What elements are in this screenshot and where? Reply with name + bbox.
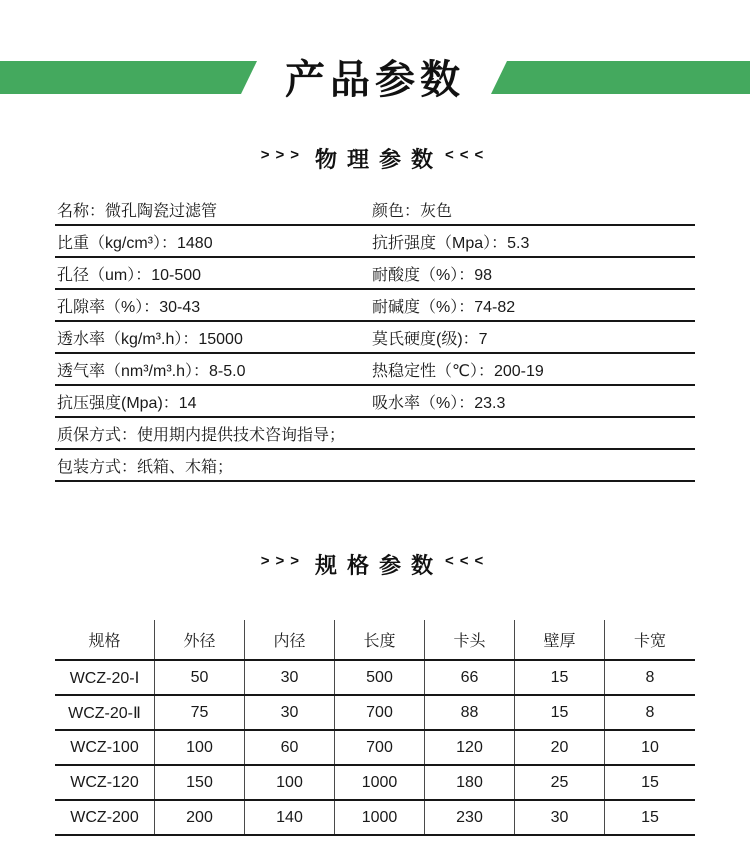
physical-cell-warranty: 质保方式：使用期内提供技术咨询指导； <box>57 426 346 444</box>
spec-cell: 8 <box>645 668 655 686</box>
spec-cell: WCZ-20-Ⅱ <box>55 696 155 729</box>
spec-cell: 30 <box>515 801 605 834</box>
physical-row <box>55 418 695 450</box>
physical-row <box>55 386 695 418</box>
physical-row <box>55 226 695 258</box>
spec-header-model: 规格 <box>55 620 155 659</box>
spec-cell: 8 <box>645 703 655 721</box>
spec-header-length: 长度 <box>335 620 425 659</box>
spec-cell: 1000 <box>335 801 425 834</box>
physical-cell-water-permeability: 透水率（kg/m³.h）：15000 <box>57 330 243 348</box>
spec-header-outer-diameter: 外径 <box>155 620 245 659</box>
spec-cell: 10 <box>641 738 659 756</box>
physical-cell-color: 颜色：灰色 <box>372 202 453 220</box>
spec-cell: 500 <box>335 661 425 694</box>
physical-cell-thermal-stability: 热稳定性（℃）：200-19 <box>372 362 544 380</box>
spec-cell: 120 <box>425 731 515 764</box>
spec-cell: 15 <box>641 773 659 791</box>
physical-cell-porosity: 孔隙率（%）：30-43 <box>57 298 201 316</box>
physical-cell-flexural-strength: 抗折强度（Mpa）：5.3 <box>372 234 530 252</box>
spec-cell: 15 <box>641 808 659 826</box>
page-header <box>0 58 750 102</box>
chevrons-left-icon: <<< <box>445 146 490 164</box>
spec-header-inner-diameter: 内径 <box>245 620 335 659</box>
spec-header-wall-thickness: 壁厚 <box>515 620 605 659</box>
spec-cell: 230 <box>425 801 515 834</box>
physical-row <box>55 322 695 354</box>
spec-row <box>55 731 695 766</box>
physical-row <box>55 450 695 482</box>
spec-cell: 700 <box>335 731 425 764</box>
spec-cell: 15 <box>515 696 605 729</box>
spec-cell: 15 <box>515 661 605 694</box>
physical-row <box>55 290 695 322</box>
spec-cell: 1000 <box>335 766 425 799</box>
spec-header-row <box>55 620 695 661</box>
spec-cell: 30 <box>245 661 335 694</box>
physical-cell-air-permeability: 透气率（nm³/m³.h）：8-5.0 <box>57 362 246 380</box>
page-title: 产品参数 <box>285 58 465 102</box>
physical-cell-packaging: 包装方式：纸箱、木箱； <box>57 458 234 476</box>
chevrons-left-icon: <<< <box>445 552 490 570</box>
spec-section-title: 规格参数 <box>314 553 443 578</box>
spec-cell: 25 <box>515 766 605 799</box>
physical-cell-mohs-hardness: 莫氏硬度(级)：7 <box>372 330 488 348</box>
physical-row <box>55 258 695 290</box>
spec-cell: 100 <box>245 766 335 799</box>
chevrons-right-icon: >>> <box>260 552 305 570</box>
physical-cell-pore-size: 孔径（um）：10-500 <box>57 266 202 284</box>
physical-cell-compressive-strength: 抗压强度(Mpa)：14 <box>57 394 197 412</box>
spec-cell: 50 <box>155 661 245 694</box>
spec-cell: WCZ-120 <box>55 766 155 799</box>
spec-header-clamp-width: 卡宽 <box>633 633 666 650</box>
physical-section-title: 物理参数 <box>314 147 443 172</box>
spec-cell: WCZ-20-Ⅰ <box>55 661 155 694</box>
spec-cell: 700 <box>335 696 425 729</box>
spec-cell: 60 <box>245 731 335 764</box>
physical-row <box>55 194 695 226</box>
spec-cell: WCZ-100 <box>55 731 155 764</box>
spec-cell: 100 <box>155 731 245 764</box>
chevrons-right-icon: >>> <box>260 146 305 164</box>
physical-cell-acid-resistance: 耐酸度（%）：98 <box>372 266 493 284</box>
spec-cell: 66 <box>425 661 515 694</box>
spec-cell: 140 <box>245 801 335 834</box>
spec-row <box>55 661 695 696</box>
spec-cell: 75 <box>155 696 245 729</box>
spec-section-heading <box>0 549 750 580</box>
physical-params-table <box>55 194 695 482</box>
spec-cell: WCZ-200 <box>55 801 155 834</box>
physical-section-heading <box>0 143 750 174</box>
spec-cell: 20 <box>515 731 605 764</box>
spec-row <box>55 801 695 836</box>
spec-cell: 88 <box>425 696 515 729</box>
spec-params-table <box>55 620 695 836</box>
physical-cell-alkali-resistance: 耐碱度（%）：74-82 <box>372 298 516 316</box>
physical-cell-name: 名称：微孔陶瓷过滤管 <box>57 202 218 220</box>
spec-cell: 150 <box>155 766 245 799</box>
spec-cell: 200 <box>155 801 245 834</box>
spec-row <box>55 696 695 731</box>
spec-cell: 30 <box>245 696 335 729</box>
spec-header-clamp-head: 卡头 <box>425 620 515 659</box>
spec-row <box>55 766 695 801</box>
physical-cell-density: 比重（kg/cm³）：1480 <box>57 234 213 252</box>
spec-cell: 180 <box>425 766 515 799</box>
physical-row <box>55 354 695 386</box>
physical-cell-water-absorption: 吸水率（%）：23.3 <box>372 394 506 412</box>
